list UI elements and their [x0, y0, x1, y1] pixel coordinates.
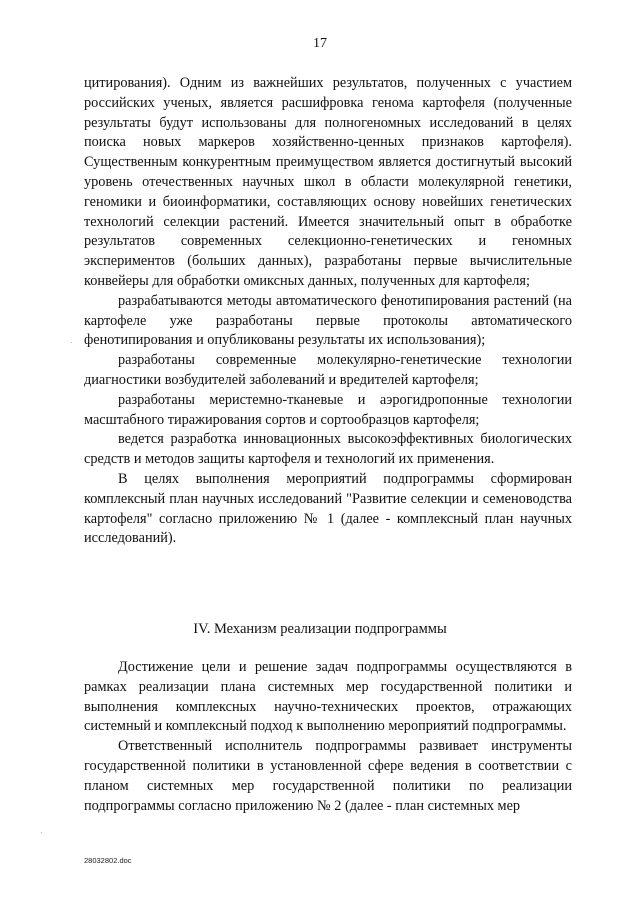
paragraph-biological-protection: ведется разработка инновационных высокоэффективных биологических средств и методов защиты картофеля и технологий их применения. [84, 431, 572, 468]
paragraph-goal-achievement: Достижение цели и решение задач подпрограммы осуществляются в рамках реализации плана системных мер государственной политики и выполнения комплексных научно-технических проектов, отражающих системный и комплексный подход к выполнению мероприятий подпрограммы. [84, 659, 572, 735]
section-heading: IV. Механизм реализации подпрограммы [193, 621, 447, 637]
scan-mark: · [70, 338, 73, 347]
paragraph-diagnostics: разработаны современные молекулярно-генетические технологии диагностики возбудителей заболеваний и вредителей картофеля; [84, 352, 572, 388]
page-number: 17 [313, 36, 327, 51]
section-body-2 [84, 658, 572, 816]
paragraph-responsible-executor: Ответственный исполнитель подпрограммы развивает инструменты государственной политики в установленной сфере ведения в соответствии с планом системных мер государственной политики по реализации подпрограммы согласно приложению № 2 (далее - план системных мер [84, 738, 572, 814]
paragraph-meristem: разработаны меристемно-тканевые и аэрогидропонные технологии масштабного тиражирования сортов и сортообразцов картофеля; [84, 391, 572, 428]
section-body-1 [84, 74, 572, 549]
paragraph-phenotyping: разрабатываются методы автоматического фенотипирования растений (на картофеле уже разработаны первые протоколы автоматического фенотипирования и опубликованы результаты их использования); [84, 292, 572, 349]
scan-mark: · [40, 828, 43, 837]
paragraph-research-plan: В целях выполнения мероприятий подпрограммы сформирован комплексный план научных исследований "Развитие селекции и семеноводства картофеля" согласно приложению № 1 (далее - комплексный план научных исследований). [84, 470, 572, 547]
footer-filename: 28032802.doc [84, 856, 132, 865]
paragraph-citations: цитирования). Одним из важнейших результатов, полученных с участием российских ученых, является расшифровка генома картофеля (полученные результаты будут использованы для полногеномных исследований в целях поиска новых маркеров хозяйственно-ценных признаков картофеля). Существенным конкурентным преимуществом является достигнутый высокий уровень отечественных научных школ в области молекулярной генетики, геномики и биоинформатики, составляющих основу новейших генетических технологий селекции растений. Имеется значительный опыт в обработке результатов современных селекционно-генетических и геномных экспериментов (больших данных), разработаны первые вычислительные конвейеры для обработки омиксных данных, полученных для картофеля; [84, 75, 572, 289]
